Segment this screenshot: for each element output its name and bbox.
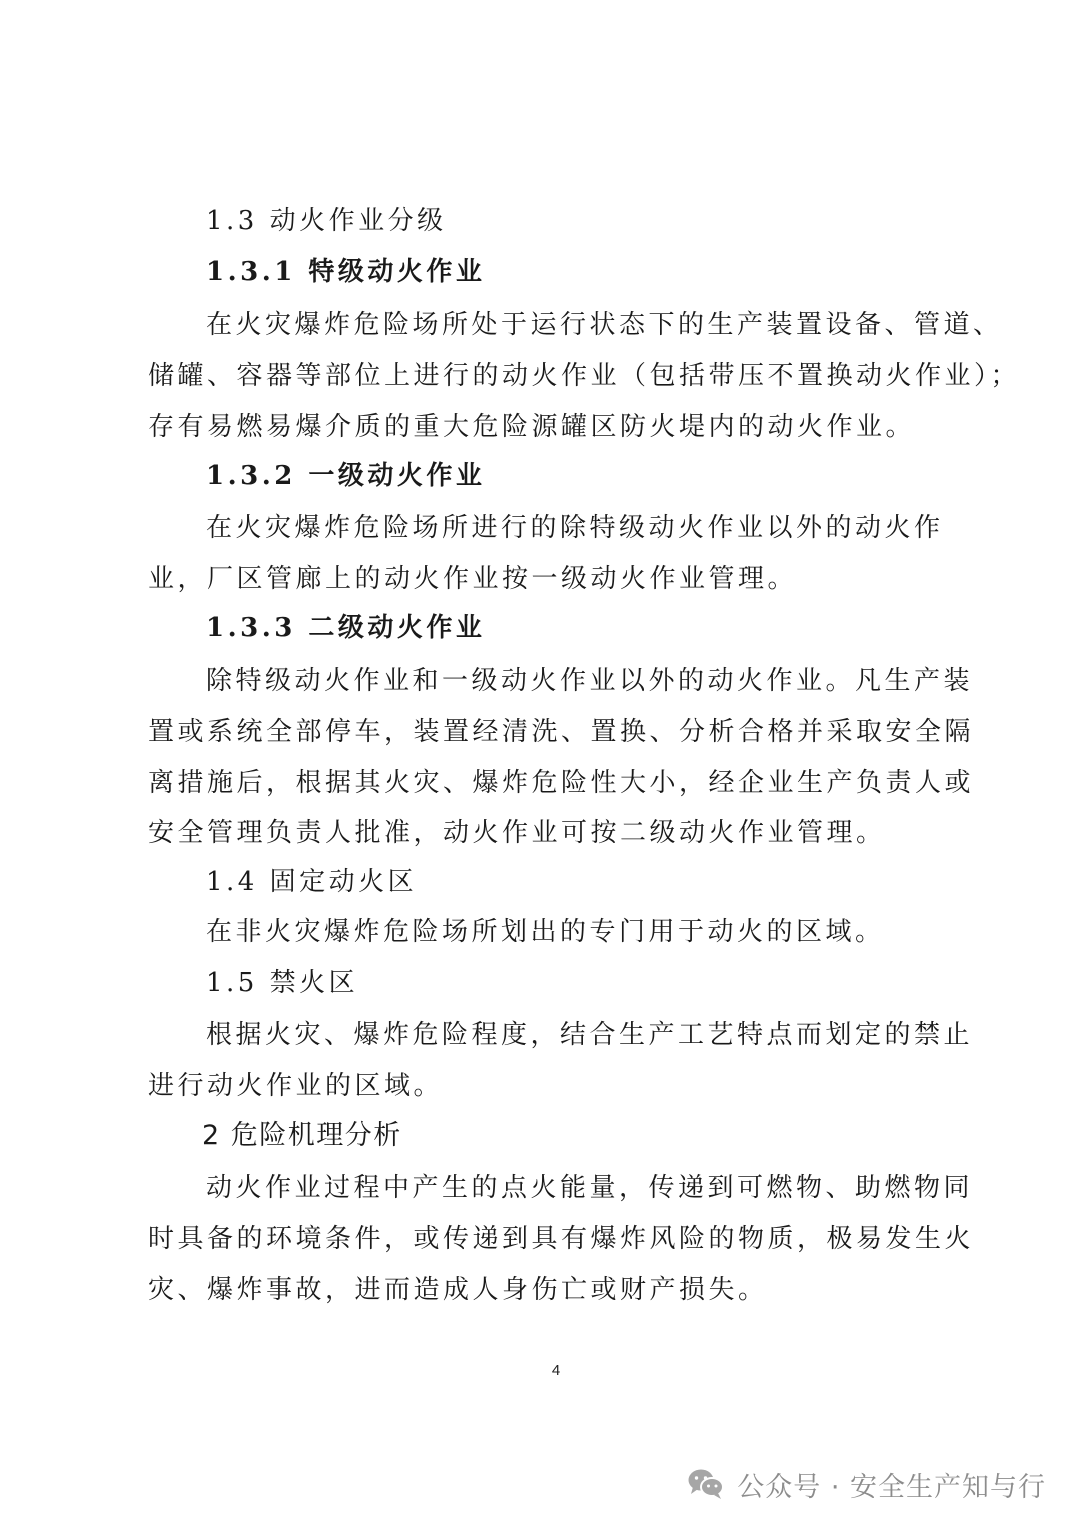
section-heading-1-3-3: 1.3.3 二级动火作业 [206,613,486,643]
paragraph-line: 时具备的环境条件，或传递到具有爆炸风险的物质，极易发生火 [148,1224,975,1254]
watermark [687,1462,1046,1506]
paragraph-line: 业，厂区管廊上的动火作业按一级动火作业管理。 [148,564,798,594]
watermark-text: 公众号 · 安全生产知与行 [737,1471,1046,1503]
paragraph-line: 在火灾爆炸危险场所进行的除特级动火作业以外的动火作 [206,513,944,543]
paragraph-line: 根据火灾、爆炸危险程度，结合生产工艺特点而划定的禁止 [206,1020,974,1050]
paragraph-line: 存有易燃易爆介质的重大危险源罐区防火堤内的动火作业。 [148,412,916,442]
page-number: 4 [551,1362,561,1379]
paragraph-line: 动火作业过程中产生的点火能量，传递到可燃物、助燃物同 [206,1173,974,1203]
section-heading-1-4: 1.4 固定动火区 [206,867,418,897]
paragraph-line: 进行动火作业的区域。 [148,1071,444,1101]
paragraph-line: 在火灾爆炸危险场所处于运行状态下的生产装置设备、管道、 [206,310,1003,340]
section-heading-1-3-1: 1.3.1 特级动火作业 [206,257,486,287]
section-heading-1-5: 1.5 禁火区 [206,968,359,998]
section-heading-1-3-2: 1.3.2 一级动火作业 [206,461,486,491]
section-heading-2: 2 危险机理分析 [202,1120,402,1151]
paragraph-line: 离措施后，根据其火灾、爆炸危险性大小，经企业生产负责人或 [148,768,975,798]
section-heading-1-3: 1.3 动火作业分级 [206,206,447,236]
paragraph-line: 储罐、容器等部位上进行的动火作业（包括带压不置换动火作业）； [148,361,1021,391]
paragraph-line: 除特级动火作业和一级动火作业以外的动火作业。凡生产装 [206,666,974,696]
wechat-icon [687,1468,725,1500]
paragraph-line: 灾、爆炸事故，进而造成人身伤亡或财产损失。 [148,1275,768,1305]
paragraph-line: 安全管理负责人批准，动火作业可按二级动火作业管理。 [148,818,886,848]
paragraph-line: 置或系统全部停车，装置经清洗、置换、分析合格并采取安全隔 [148,717,975,747]
paragraph-line: 在非火灾爆炸危险场所划出的专门用于动火的区域。 [206,917,885,947]
